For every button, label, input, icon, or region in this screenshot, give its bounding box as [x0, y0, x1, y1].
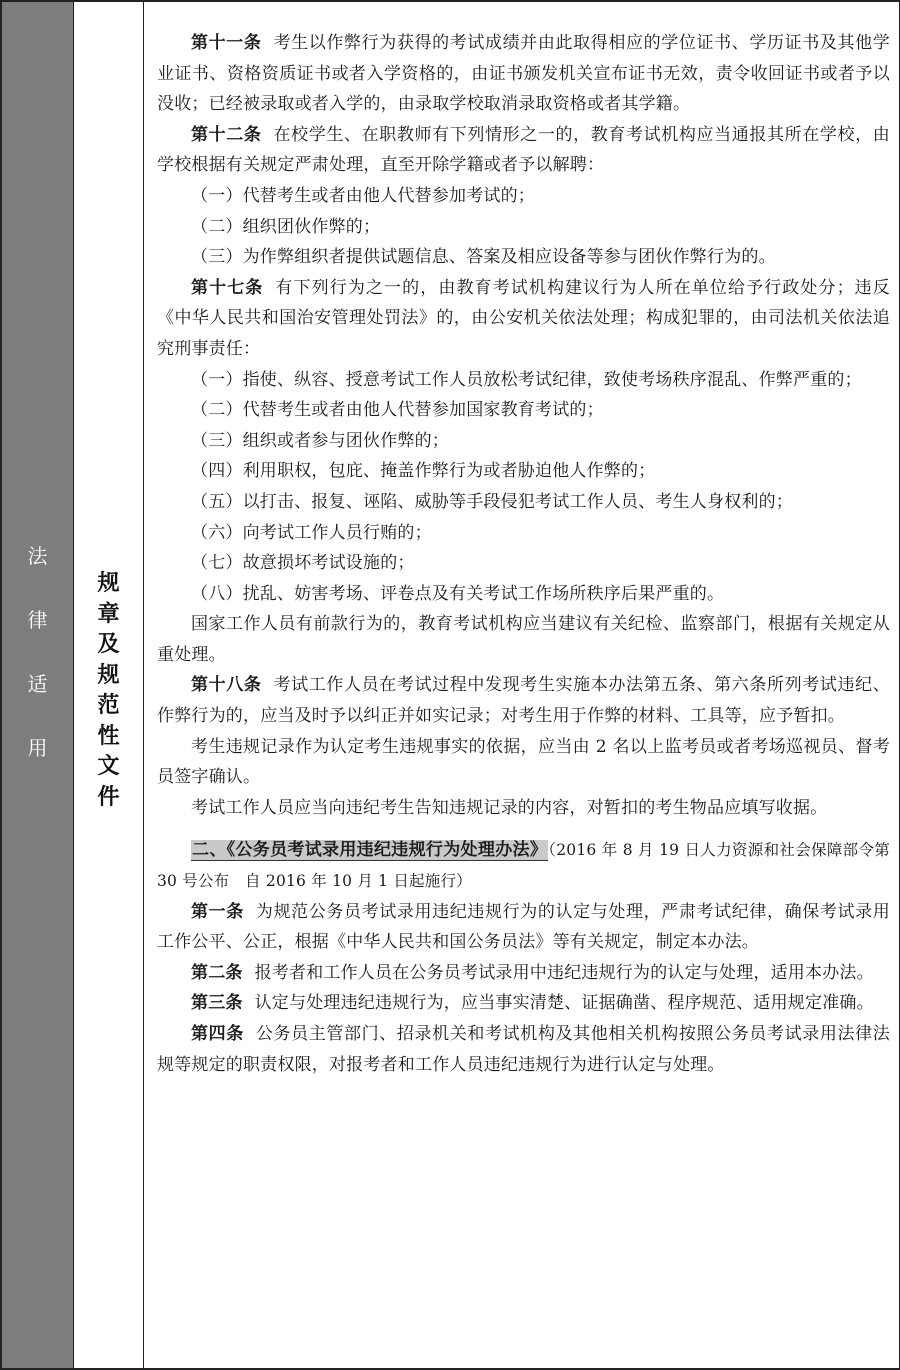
list-item: （七）故意损坏考试设施的； — [191, 553, 415, 574]
subcategory-char: 及 — [97, 632, 120, 657]
body-paragraph: 考试工作人员应当向违纪考生告知违规记录的内容，对暂扣的考生物品应填写收据。 — [191, 797, 828, 818]
category-char: 律 — [27, 608, 48, 632]
article-number: 第十七条 — [191, 277, 264, 298]
article-text: 公务员主管部门、招录机关和考试机构及其他相关机构按照公务员考试录用法律法规等规定的职责权限，对报考者和工作人员违纪违规行为进行认定与处理。 — [157, 1024, 890, 1075]
subcategory-char: 规 — [97, 662, 120, 688]
category-label — [2, 540, 73, 796]
article-text: 报考者和工作人员在公务员考试录用中违纪违规行为的认定与处理，适用本办法。 — [254, 962, 874, 983]
article-paragraph — [157, 958, 890, 989]
subcategory-column — [74, 2, 144, 1368]
article-text: 考试工作人员在考试过程中发现考生实施本办法第五条、第六条所列考试违纪、作弊行为的，应当及时予以纠正并如实记录；对考生用于作弊的材料、工具等，应予暂扣。 — [157, 675, 890, 727]
list-item: （八）扰乱、妨害考场、评卷点及有关考试工作场所秩序后果严重的。 — [191, 583, 725, 604]
list-item: （四）利用职权，包庇、掩盖作弊行为或者胁迫他人作弊的； — [191, 461, 656, 482]
article-paragraph — [157, 988, 890, 1019]
article-number: 第十八条 — [191, 675, 262, 696]
subcategory-char: 文 — [97, 754, 120, 779]
article-paragraph — [157, 273, 890, 365]
category-char: 适 — [27, 672, 48, 696]
subcategory-char: 件 — [97, 784, 120, 810]
list-item: （五）以打击、报复、诬陷、威胁等手段侵犯考试工作人员、考生人身权利的； — [191, 491, 793, 512]
article-paragraph — [157, 1019, 890, 1080]
article-number: 第一条 — [191, 901, 244, 922]
list-item: （二）代替考生或者由他人代替参加国家教育考试的； — [191, 400, 604, 421]
article-number: 第二条 — [191, 962, 243, 983]
article-text: 为规范公务员考试录用违纪违规行为的认定与处理，严肃考试纪律，确保考试录用工作公平、公正，根据《中华人民共和国公务员法》等有关规定，制定本办法。 — [157, 901, 890, 953]
list-item: （三）组织或者参与团伙作弊的； — [191, 430, 449, 451]
list-item: （一）代替考生或者由他人代替参加考试的； — [191, 185, 535, 206]
article-paragraph — [157, 670, 890, 731]
article-number: 第三条 — [191, 993, 243, 1014]
body-paragraph: 国家工作人员有前款行为的，教育考试机构应当建议有关纪检、监察部门，根据有关规定从重处理。 — [157, 614, 890, 665]
article-number: 第四条 — [191, 1024, 244, 1044]
article-text: 考生以作弊行为获得的考试成绩并由此取得相应的学位证书、学历证书及其他学业证书、资格资质证书或者入学资格的，由证书颁发机关宣布证书无效，责令收回证书或者予以没收；已经被录取或者入学的，由录取学校取消录取资格或者其学籍。 — [157, 33, 890, 115]
article-text: 有下列行为之一的，由教育考试机构建议行为人所在单位给予行政处分；违反《中华人民共和国治安管理处罚法》的，由公安机关依法处理；构成犯罪的，由司法机关依法追究刑事责任： — [157, 277, 890, 359]
list-item: （三）为作弊组织者提供试题信息、答案及相应设备等参与团伙作弊行为的。 — [191, 247, 776, 268]
article-paragraph — [157, 897, 890, 958]
article-paragraph — [157, 120, 890, 181]
article-text: 认定与处理违纪违规行为，应当事实清楚、证据确凿、程序规范、适用规定准确。 — [254, 993, 874, 1014]
category-char: 用 — [27, 736, 48, 760]
article-paragraph — [157, 28, 890, 120]
subcategory-char: 规 — [97, 571, 120, 596]
section-note: （2016 年 8 月 19 日人力资源和社会保障部令第 30 号公布 自 2016 年 10 月 1 日起施行） — [157, 841, 890, 891]
document-body — [157, 28, 890, 1080]
subcategory-label — [74, 569, 143, 813]
list-item: （二）组织团伙作弊的； — [191, 216, 381, 237]
section-heading-paragraph — [157, 835, 890, 896]
subcategory-char: 范 — [97, 693, 120, 718]
category-char: 法 — [27, 544, 48, 568]
list-item: （六）向考试工作人员行贿的； — [191, 522, 432, 543]
article-text: 在校学生、在职教师有下列情形之一的，教育考试机构应当通报其所在学校，由学校根据有关规定严肃处理，直至开除学籍或者予以解聘： — [157, 124, 890, 176]
subcategory-char: 性 — [97, 723, 120, 749]
body-paragraph: 考生违规记录作为认定考生违规事实的依据，应当由 2 名以上监考员或者考场巡视员、督考员签字确认。 — [157, 736, 890, 788]
article-number: 第十二条 — [191, 124, 262, 145]
article-number: 第十一条 — [191, 33, 262, 53]
subcategory-char: 章 — [97, 601, 120, 627]
section-heading: 二、《公务员考试录用违纪违规行为处理办法》 — [192, 840, 548, 861]
list-item: （一）指使、纵容、授意考试工作人员放松考试纪律，致使考场秩序混乱、作弊严重的； — [191, 369, 862, 390]
category-column — [2, 2, 74, 1368]
